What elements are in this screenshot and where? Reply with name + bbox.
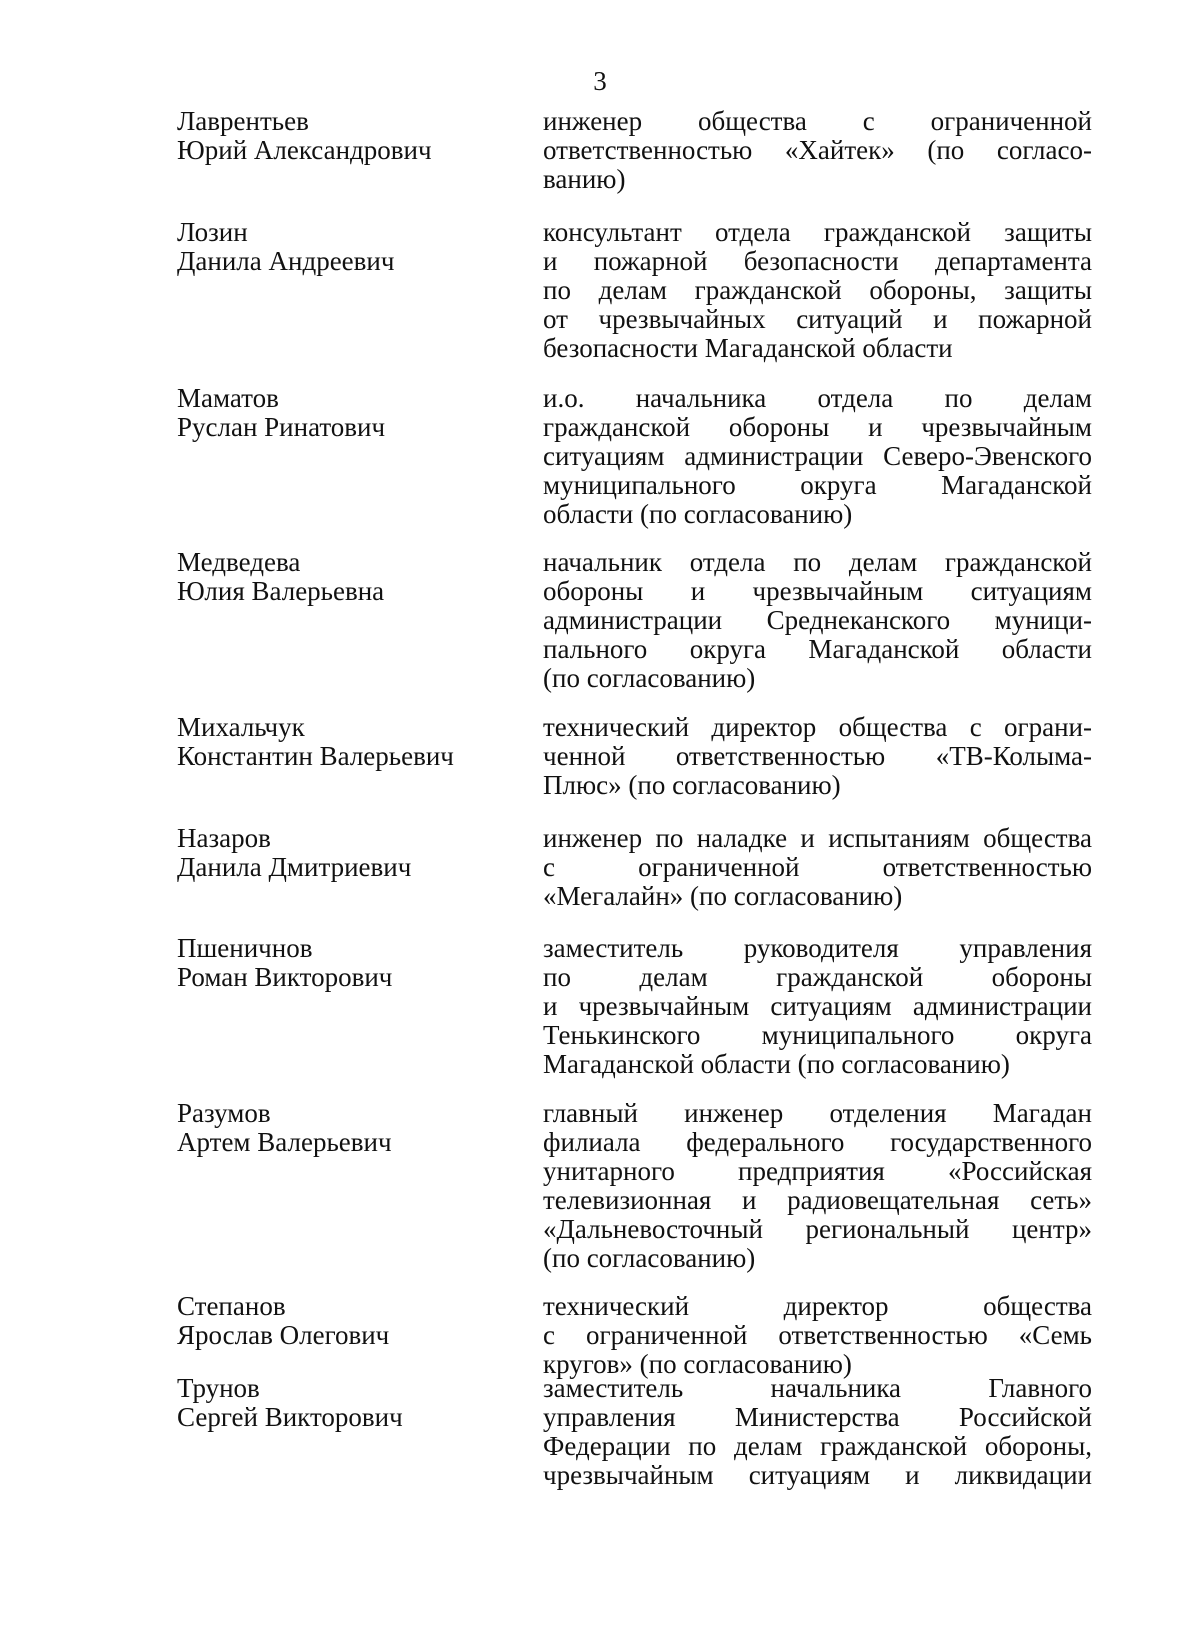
position-line: технический директор общества [543, 1291, 1092, 1321]
page-number: 3 [593, 66, 607, 96]
member-surname: Трунов [177, 1373, 260, 1403]
member-position [543, 1374, 1092, 1490]
position-line: «Дальневосточный региональный центр» [543, 1214, 1092, 1244]
position-line: заместитель начальника Главного [543, 1373, 1092, 1403]
position-line: заместитель руководителя управления [543, 933, 1092, 963]
member-name [177, 218, 507, 276]
position-line: администрации Среднеканского муници- [543, 605, 1092, 635]
position-line: по делам гражданской обороны [543, 962, 1092, 992]
position-line: ответственностью «Хайтек» (по согласо- [543, 135, 1092, 165]
position-line: Федерации по делам гражданской обороны, [543, 1431, 1092, 1461]
position-line: ченной ответственностью «ТВ-Колыма- [543, 741, 1092, 771]
position-line: безопасности Магаданской области [543, 333, 953, 363]
position-line: Тенькинского муниципального округа [543, 1020, 1092, 1050]
member-name [177, 824, 507, 882]
position-line: Плюс» (по согласованию) [543, 770, 841, 800]
position-line: ситуациям администрации Северо-Эвенского [543, 441, 1092, 471]
member-name [177, 934, 507, 992]
member-position [543, 934, 1092, 1079]
member-given-names: Данила Дмитриевич [177, 852, 412, 882]
position-line: и.о. начальника отдела по делам [543, 383, 1092, 413]
member-given-names: Юрий Александрович [177, 135, 432, 165]
position-line: и пожарной безопасности департамента [543, 246, 1092, 276]
position-line: Магаданской области (по согласованию) [543, 1049, 1010, 1079]
member-position [543, 1099, 1092, 1273]
member-position [543, 1292, 1092, 1379]
member-surname: Назаров [177, 823, 271, 853]
position-line: по делам гражданской обороны, защиты [543, 275, 1092, 305]
member-name [177, 1374, 507, 1432]
member-given-names: Артем Валерьевич [177, 1127, 392, 1157]
member-surname: Лозин [177, 217, 248, 247]
position-line: кругов» (по согласованию) [543, 1349, 852, 1379]
member-surname: Маматов [177, 383, 279, 413]
member-position [543, 713, 1092, 800]
position-line: с ограниченной ответственностью [543, 852, 1092, 882]
member-name [177, 107, 507, 165]
member-surname: Разумов [177, 1098, 271, 1128]
position-line: начальник отдела по делам гражданской [543, 547, 1092, 577]
position-line: управления Министерства Российской [543, 1402, 1092, 1432]
member-position [543, 824, 1092, 911]
position-line: технический директор общества с ограни- [543, 712, 1092, 742]
position-line: консультант отдела гражданской защиты [543, 217, 1092, 247]
member-position [543, 107, 1092, 194]
member-given-names: Руслан Ринатович [177, 412, 386, 442]
member-name [177, 1292, 507, 1350]
member-surname: Медведева [177, 547, 301, 577]
member-surname: Пшеничнов [177, 933, 313, 963]
member-given-names: Данила Андреевич [177, 246, 395, 276]
position-line: муниципального округа Магаданской [543, 470, 1092, 500]
member-surname: Михальчук [177, 712, 305, 742]
position-line: телевизионная и радиовещательная сеть» [543, 1185, 1092, 1215]
position-line: унитарного предприятия «Российская [543, 1156, 1092, 1186]
position-line: ванию) [543, 164, 626, 194]
position-line: от чрезвычайных ситуаций и пожарной [543, 304, 1092, 334]
position-line: главный инженер отделения Магадан [543, 1098, 1092, 1128]
position-line: филиала федерального государственного [543, 1127, 1092, 1157]
position-line: обороны и чрезвычайным ситуациям [543, 576, 1092, 606]
position-line: (по согласованию) [543, 1243, 756, 1273]
member-given-names: Константин Валерьевич [177, 741, 454, 771]
member-given-names: Юлия Валерьевна [177, 576, 385, 606]
member-name [177, 1099, 507, 1157]
member-name [177, 713, 507, 771]
position-line: гражданской обороны и чрезвычайным [543, 412, 1092, 442]
member-given-names: Сергей Викторович [177, 1402, 403, 1432]
position-line: чрезвычайным ситуациям и ликвидации [543, 1460, 1092, 1490]
position-line: с ограниченной ответственностью «Семь [543, 1320, 1092, 1350]
member-name [177, 548, 507, 606]
position-line: «Мегалайн» (по согласованию) [543, 881, 903, 911]
position-line: области (по согласованию) [543, 499, 853, 529]
member-name [177, 384, 507, 442]
position-line: (по согласованию) [543, 663, 756, 693]
member-position [543, 384, 1092, 529]
member-position [543, 218, 1092, 363]
position-line: инженер общества с ограниченной [543, 106, 1092, 136]
position-line: инженер по наладке и испытаниям общества [543, 823, 1092, 853]
position-line: и чрезвычайным ситуациям администрации [543, 991, 1092, 1021]
member-position [543, 548, 1092, 693]
member-surname: Степанов [177, 1291, 286, 1321]
position-line: пального округа Магаданской области [543, 634, 1092, 664]
member-surname: Лаврентьев [177, 106, 309, 136]
member-given-names: Роман Викторович [177, 962, 393, 992]
member-given-names: Ярослав Олегович [177, 1320, 390, 1350]
